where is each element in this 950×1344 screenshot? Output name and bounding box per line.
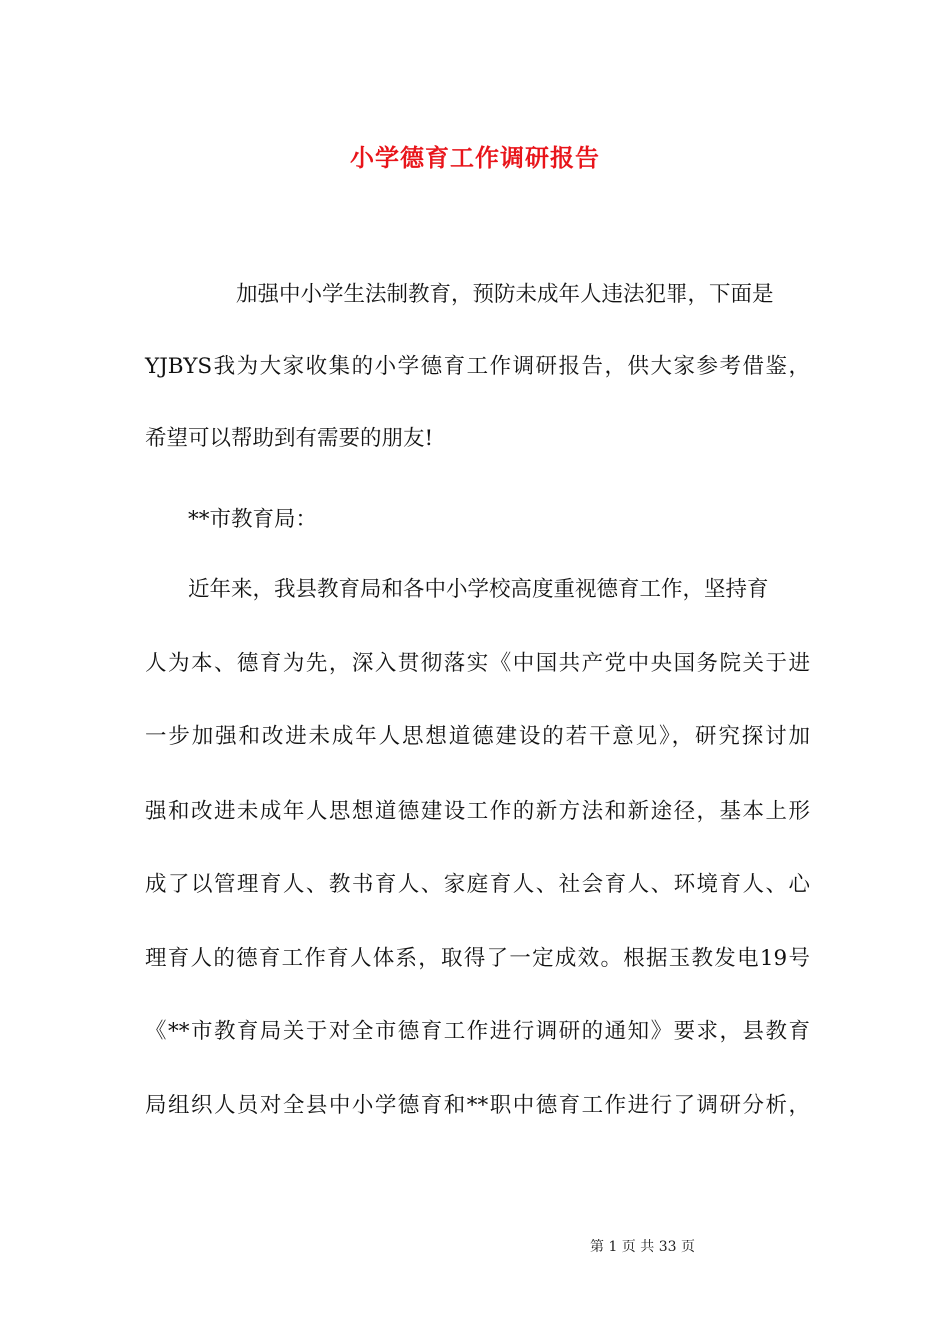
intro-line-3: 希望可以帮助到有需要的朋友!	[145, 426, 434, 451]
body-line-7: 《**市教育局关于对全市德育工作进行调研的通知》要求，县教育	[145, 1019, 810, 1044]
salutation: **市教育局：	[188, 507, 318, 532]
body-line-2: 人为本、德育为先，深入贯彻落实《中国共产党中央国务院关于进	[145, 651, 810, 676]
document-title: 小学德育工作调研报告	[350, 143, 600, 172]
body-line-8: 局组织人员对全县中小学德育和**职中德育工作进行了调研分析，	[145, 1093, 810, 1118]
body-line-1: 近年来，我县教育局和各中小学校高度重视德育工作，坚持育	[188, 577, 769, 602]
body-line-5: 成了以管理育人、教书育人、家庭育人、社会育人、环境育人、心	[145, 872, 810, 897]
body-line-6: 理育人的德育工作育人体系，取得了一定成效。根据玉教发电19号	[145, 946, 810, 971]
intro-line-1: 加强中小学生法制教育，预防未成年人违法犯罪，下面是	[236, 282, 774, 307]
intro-line-2: YJBYS我为大家收集的小学德育工作调研报告，供大家参考借鉴，	[145, 354, 810, 379]
body-line-3: 一步加强和改进未成年人思想道德建设的若干意见》，研究探讨加	[145, 724, 810, 749]
page-footer: 第 1 页 共 33 页	[590, 1239, 695, 1255]
body-line-4: 强和改进未成年人思想道德建设工作的新方法和新途径，基本上形	[145, 799, 810, 824]
